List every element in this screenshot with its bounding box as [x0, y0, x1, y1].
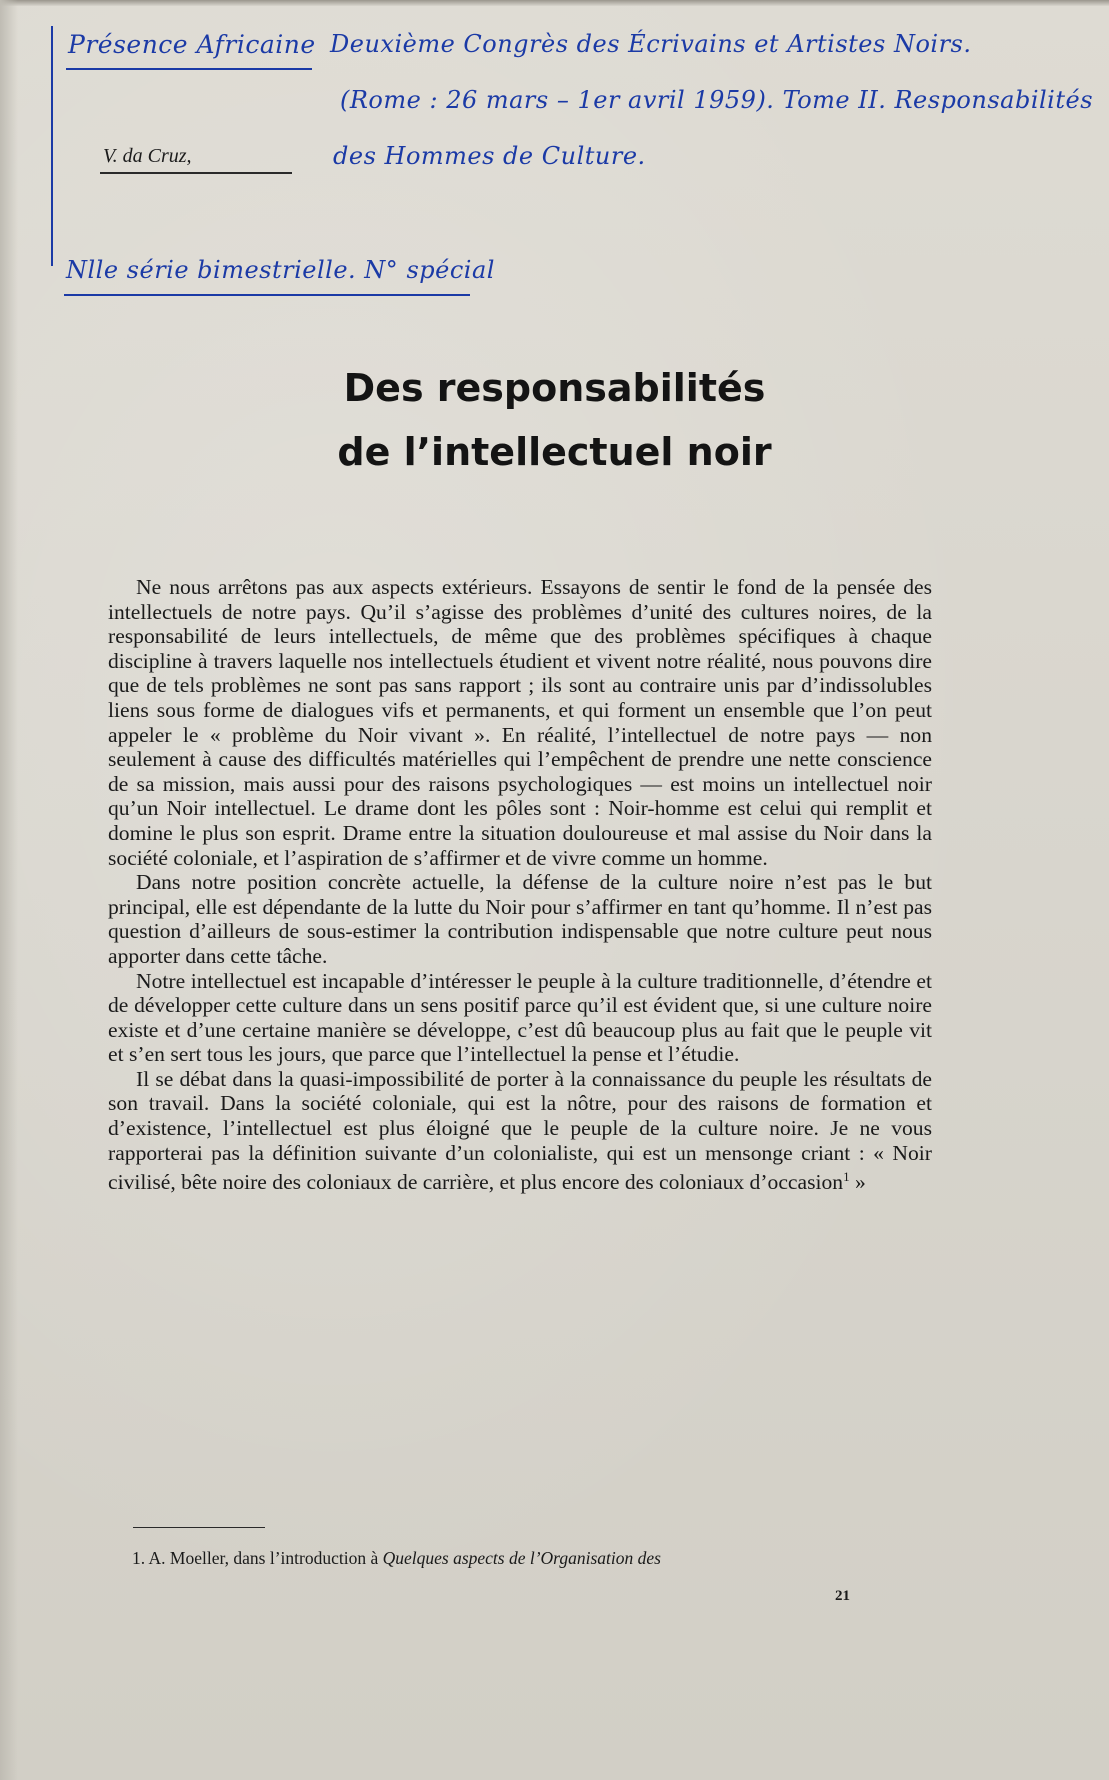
- handwritten-line-1b: Deuxième Congrès des Écrivains et Artistes Noirs.: [330, 30, 972, 58]
- author-name: V. da Cruz,: [103, 145, 192, 167]
- footnote-italic-title: Quelques aspects de l’Organisation des: [382, 1548, 661, 1568]
- article-title-line-1: Des responsabilités: [343, 366, 766, 410]
- footnote: [132, 1548, 932, 1569]
- footnote-text: A. Moeller, dans l’introduction à: [148, 1548, 379, 1568]
- page-left-edge: [0, 0, 18, 1780]
- paragraph: Notre intellectuel est incapable d’intéresser le peuple à la culture traditionnelle, d’étendre et de développer cette culture dans un sens positif parce qu’il est évident que, si une culture noire existe et d’une certaine manière se développe, c’est dû beaucoup plus au fait que le peuple vit et s’en sert tous les jours, que parce que l’intellectuel la pense et l’étudie.: [108, 968, 932, 1067]
- handwritten-line-2: (Rome : 26 mars – 1er avril 1959). Tome II. Responsabilités: [340, 86, 1094, 114]
- handwritten-margin-line: [51, 26, 53, 266]
- paragraph: Ne nous arrêtons pas aux aspects extérieurs. Essayons de sentir le fond de la pensée des intellectuels de notre pays. Qu’il s’agisse des problèmes d’unité des cultures noires, de la responsabilité de leurs intellectuels, de même que des problèmes spécifiques à chaque discipline à travers laquelle nos intellectuels étudient et vivent notre réalité, nous pouvons dire que de tels problèmes ne sont pas sans rapport ; ils sont au contraire unis par d’indissolubles liens sous forme de dialogues vifs et permanents, et qui forment un ensemble que l’on peut appeler le « problème du Noir vivant ». En réalité, l’intellectuel de notre pays — non seulement à cause des difficultés matérielles qui l’empêchent de prendre une nette conscience de sa mission, mais aussi pour des raisons psychologiques — est moins un intellectuel noir qu’un Noir intellectuel. Le drame dont les pôles sont : Noir-homme est celui qui remplit et domine le plus son esprit. Drame entre la situation douloureuse et mal assise du Noir dans la société coloniale, et l’aspiration de s’affirmer et de vivre comme un homme.: [108, 575, 932, 870]
- handwritten-underline-1: [66, 68, 312, 70]
- article-body: [108, 575, 932, 1195]
- article-title-line-2: de l’intellectuel noir: [337, 430, 772, 474]
- handwritten-line-4: Nlle série bimestrielle. N° spécial: [66, 256, 495, 284]
- footnote-reference: 1: [843, 1169, 850, 1185]
- handwritten-line-3: des Hommes de Culture.: [333, 142, 646, 170]
- paragraph: Il se débat dans la quasi-impossibilité de porter à la connaissance du peuple les résultats de son travail. Dans la société coloniale, qui est la nôtre, pour des raisons de formation et d’existence, l’intellectuel est plus éloigné que le peuple de la culture noire. Je ne vous rapporterai pas la définition suivante d’un colonialiste, qui est un mensonge criant : « Noir civilisé, bête noire des coloniaux de carrière, et plus encore des coloniaux d’occasion$^1$ »: [108, 1066, 932, 1195]
- page-top-edge: [0, 0, 1109, 6]
- footnote-rule: [133, 1527, 265, 1528]
- paragraph: Dans notre position concrète actuelle, la défense de la culture noire n’est pas le but principal, elle est dépendante de la lutte du Noir pour s’affirmer en tant qu’homme. Il n’est pas question d’ailleurs de sous-estimer la contribution indispensable que notre culture peut nous apporter dans cette tâche.: [108, 870, 932, 968]
- handwritten-line-1a: Présence Africaine: [68, 30, 316, 59]
- handwritten-underline-2: [64, 294, 470, 296]
- page-number: 21: [835, 1588, 850, 1604]
- footnote-number: 1.: [132, 1548, 146, 1568]
- author-underline: [100, 172, 292, 174]
